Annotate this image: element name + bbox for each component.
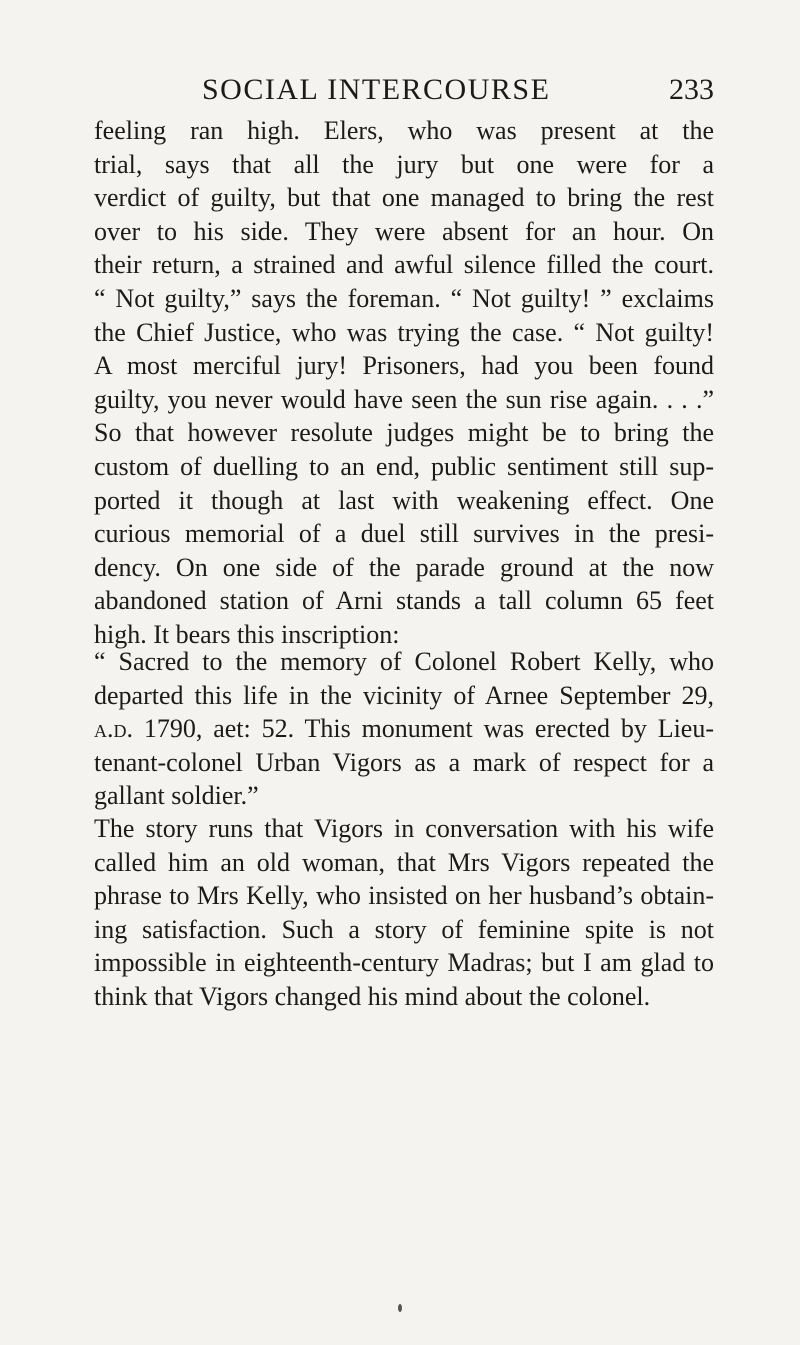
paragraph-duel-trial — [94, 114, 714, 652]
text-line: ported it though at last with weakening effect. One — [94, 485, 714, 515]
running-title: SOCIAL INTERCOURSE — [202, 73, 551, 106]
text-line: tenant-colonel Urban Vigors as a mark of respect for a — [94, 747, 714, 777]
text-line: called him an old woman, that Mrs Vigors repeated the — [94, 847, 714, 877]
paragraph-vigors-story — [94, 812, 714, 1014]
text-line: custom of duelling to an end, public sentiment still sup- — [94, 451, 714, 481]
page-header — [94, 70, 714, 110]
era-abbreviation: a.d. — [94, 714, 133, 744]
text-line: curious memorial of a duel still survives in the presi- — [94, 519, 714, 549]
text-line: their return, a strained and awful silence filled the court. — [94, 250, 714, 280]
text-line: “ Not guilty,” says the foreman. “ Not guilty! ” exclaims — [94, 283, 714, 313]
text-line: gallant soldier.” — [94, 781, 259, 811]
text-line: trial, says that all the jury but one were for a — [94, 149, 714, 179]
paragraph-inscription — [94, 645, 714, 813]
text-line: ing satisfaction. Such a story of feminine spite is not — [94, 914, 714, 944]
text-line: think that Vigors changed his mind about the colonel. — [94, 981, 651, 1011]
text-line: guilty, you never would have seen the sun rise again. . . .” — [94, 384, 714, 414]
text-line-rest: 1790, aet: 52. This monument was erected by Lieu- — [133, 714, 714, 744]
text-line: verdict of guilty, but that one managed to bring the rest — [94, 183, 714, 213]
text-line: impossible in eighteenth-century Madras; but I am glad to — [94, 948, 714, 978]
text-line: high. It bears this inscription: — [94, 619, 400, 649]
text-line: abandoned station of Arni stands a tall column 65 feet — [94, 586, 714, 616]
text-line: The story runs that Vigors in conversation with his wife — [94, 814, 714, 843]
text-line — [94, 712, 714, 746]
paper-speck — [398, 1304, 402, 1312]
text-line: departed this life in the vicinity of Arnee September 29, — [94, 680, 714, 710]
text-line: over to his side. They were absent for an hour. On — [94, 216, 714, 246]
text-line: feeling ran high. Elers, who was present at the — [94, 116, 714, 145]
text-line: So that however resolute judges might be to bring the — [94, 418, 714, 448]
text-line: phrase to Mrs Kelly, who insisted on her husband’s obtain- — [94, 881, 714, 911]
text-line: the Chief Justice, who was trying the case. “ Not guilty! — [94, 317, 714, 347]
text-line: dency. On one side of the parade ground at the now — [94, 552, 714, 582]
text-line: “ Sacred to the memory of Colonel Robert Kelly, who — [94, 647, 714, 676]
text-line: A most merciful jury! Prisoners, had you been found — [94, 351, 714, 381]
page-number: 233 — [669, 73, 714, 106]
